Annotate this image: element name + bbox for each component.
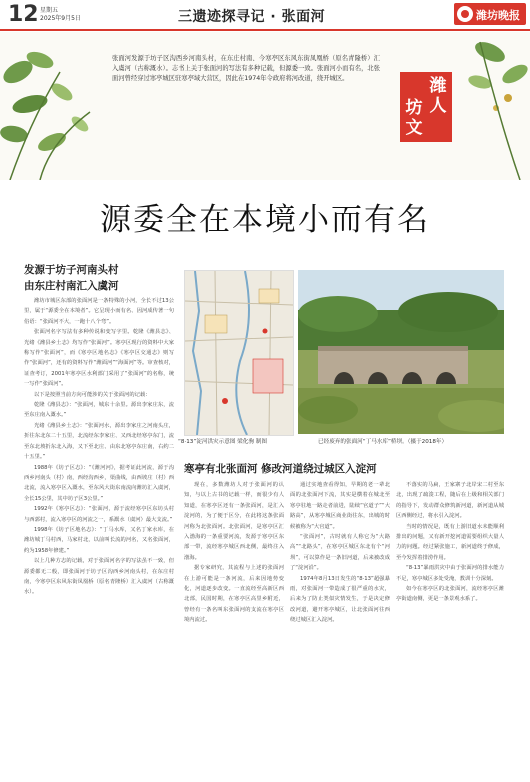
flood-map xyxy=(184,270,294,436)
section2-paragraph: “8·13”暴雨洪灾中由于张面河的排水能力不足，寒亭城区多处受淹，教训十分深刻。 xyxy=(396,565,504,582)
seal-text-1: 潍人 xyxy=(429,76,447,116)
header-rule xyxy=(0,29,530,31)
page-number: 12 xyxy=(8,2,39,27)
section2-paragraph: 不落实的马扁，王家寨子北岸宋二村至东北，出现了疏浚工程，随后在上级和相关部门的指导下，发动群众修筑新河道，新河道从城区西侧经过，将水引入淀河。 xyxy=(396,482,504,520)
section1-paragraph: 以上几种方志的记载，对于张面河名字的写法虽不一致，但源委都无二般，即张面河于坊子区沟西乡河南头村，在东庄村南，今寒亭区东风东街凤凰桥（原名青隆桥）汇入虞河（古称溉水）。 xyxy=(24,558,174,596)
photo-caption: 已经废弃的张面河“丁马水库”桥坝。（摄于2018年） xyxy=(318,439,448,445)
section1-paragraph: 1988年《坊子区志》：“《潍河河》，据考证此河流，源于沟西乡河南头（村）南，西经沟西乡，渠曲线，由西坡庄（村）西北流，流入寒亭区入溉水，至东风大街东南流向潍坊汇入虞河，全长15公里，其中坊子区3公里。” xyxy=(24,464,174,502)
section-title xyxy=(178,6,325,26)
section2-column-2 xyxy=(290,480,390,774)
section1-paragraph: 张面河名字写法有多种传说和变写字里。乾隆《潍县志》、光绪《潍县乡土志》均写作“张面河”。寒亭区现行的资料中大家称写作“张面河”，而《寒亭区地名志》《寒亭区交通志》则写作“张面河”，还有的资料写作“潍面河”“海面河”等。审查核对，证查考订，2001年寒亭区水利部门采用了“张面河”的名称，统一写作“张面河”。 xyxy=(24,329,174,388)
section2-column-1 xyxy=(184,480,284,774)
intro-paragraph: 张面河发源于坊子区沟西乡河南头村，在东庄村南、今寒亭区东风东街凤凰桥（原名青隆桥）汇入虞河（古称溉水）。志书上关于张面河的写法有多种记载，但源委一致。张面河小而有名，北张面河曾经穿过寒亭城区驻寒亭域大营区，因此在1974年令政府将河改道，绕开城区。 xyxy=(112,55,380,82)
section2-paragraph: 现在，多数潍坊人对于张面河的认知，与以上古书的记载一样，而很少有人知道，在寒亭区还有一条张面河，是汇入淀河的，为了便于区分，在此将这条张面河称为北张面河。北张面河，是寒亭区汇入渤海的一条重要河流，发源于寒亭区东部一带，流经寒亭城区西北侧，最终注入渤海。 xyxy=(184,482,284,561)
section2-paragraph: “张面河”，古时就有人称它为“大路高”“北路头”，在寒亭区城区东北有个“河坝”，可以算作是一条旧河道，后来被改成了“淀河沿”。 xyxy=(290,534,390,572)
map-drawing xyxy=(185,271,293,435)
section1-paragraph: 以下是按照当前方向可能涉的关于张面河的记载： xyxy=(34,391,151,398)
section1-paragraph: 光绪《潍县乡土志》：“张面河水，源出李家庄之河南头庄，折往东北东二十五里，北流经东李家庄、又西北经寒亭东门，流至东北坡折东北入海，又下至北庄、由东北寒亭东庄南，右约二十五里。” xyxy=(24,422,174,461)
dam-photo-drawing xyxy=(298,270,504,434)
seal-text-2: 坊文 xyxy=(405,98,423,138)
section1-body xyxy=(24,296,174,774)
map-caption: “8·13”淀河洪灾示意图 梁化驹 制图 xyxy=(178,439,267,445)
section1-paragraph: 1992年《寒亭区志》：“张面河，源于流经寒亭区东坊头村与西郭村，流入寒亭区的河流之一，系溉水（虞河）最大支流。” xyxy=(24,506,174,523)
section2-paragraph: 通过实地查看得知，早期的老一辈北面的北张面河下流，其实是横着在城北至寒亭驻地一路走者前进，陆续“官道子”“大路高”，从寒亭城区商业街往东，出城的时候被称为“大官道”。 xyxy=(290,482,390,530)
section2-title: 寒亭有北张面河 修改河道绕过城区入淀河 xyxy=(184,463,377,475)
paper-logo xyxy=(454,3,526,25)
section2-paragraph: 如今在寒亭区的北张面河，流经寒亭区潍亭街道南侧，更是一条景观水系了。 xyxy=(396,586,504,603)
issue-date: 2025年9月5日 xyxy=(40,15,81,22)
left-plant-illustration xyxy=(0,32,110,180)
weekday: 星期五 xyxy=(40,7,59,14)
top-banner xyxy=(0,32,530,180)
column-seal xyxy=(400,72,452,142)
section2-paragraph: 1974年8月13日发生的“8·13”超强暴雨，对张面河一带造成了很严重的水灾，后来为了防止类似灾情发生，于是决定修改河道，避开寒亭城区，让北张面河往西绕过城区汇入淀河。 xyxy=(290,575,390,624)
dam-photo xyxy=(298,270,504,434)
section1-paragraph: 1998年《坊子区地名志》：“丁马水库，又名丁家水库，在潍坊城丁马村西，马家村北，以前叫长流的河名，又名张面河，约为1958年修建。” xyxy=(24,526,174,554)
logo-circle-icon xyxy=(457,6,473,22)
headline: 源委全在本境小而有名 xyxy=(100,202,430,238)
section-title-main: 三遗迹探寻记 xyxy=(178,9,265,25)
section1-title-line1: 发源于坊子河南头村 xyxy=(24,264,119,276)
section-title-sub: · 张面河 xyxy=(270,9,326,25)
section2-column-3 xyxy=(396,480,504,774)
section2-paragraph: 当时的情况是，既有上游旧道水未能顺利排出的问题，又有新开挖河道需要组织大量人力的问题。经过紧张施工，新河道终于修成，至今发挥着排涝作用。 xyxy=(396,523,504,561)
section2-paragraph: 据专家研究，其流程与上述的张面河在上游可能是一条河流，后来因地势变化，河道逐步改变。一直流经至高新区西北部，民国时期，在寒亭区高里乡附近，曾经有一条名叫东张面河的支流在寒亭区境内流过。 xyxy=(184,565,284,624)
section1-paragraph: 潍坊市城区东部的张面河是一条特殊的小河，全长不过13公里，属于“源委全在本境者”。它呈现小而有名、因河成传著一句俗语：“张面河不大，一跑十八个弯”。 xyxy=(24,298,174,325)
paper-name: 潍坊晚报 xyxy=(476,9,520,22)
section1-title xyxy=(24,262,174,294)
section1-paragraph: 乾隆《潍县志》：“张面河，城东十余里。源出李家庄东，流至东庄南入溉水。” xyxy=(24,402,174,419)
section1-title-line2: 由东庄村南汇入虞河 xyxy=(24,280,119,292)
